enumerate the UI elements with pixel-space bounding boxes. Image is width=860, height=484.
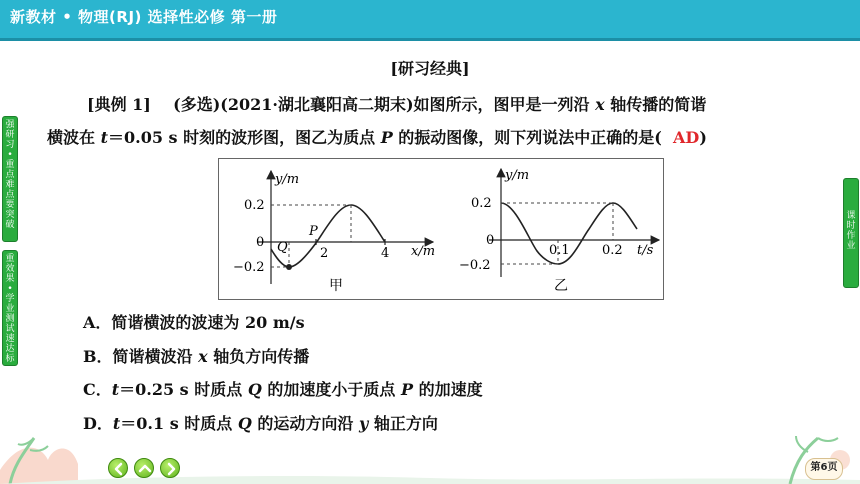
- figure-b-ylabel: y/m: [505, 168, 530, 183]
- point-q-dot: [286, 264, 292, 270]
- question-text-2b: ＝0.05 s 时刻的波形图，图乙为质点: [107, 128, 376, 147]
- figure-b-ybottom: −0.2: [459, 258, 491, 273]
- question-text-2-end: ): [699, 128, 707, 147]
- figure-a: [233, 171, 435, 294]
- question-line-2: [47, 125, 707, 148]
- point-p-label: P: [309, 224, 318, 239]
- option-d: [83, 411, 438, 434]
- chevron-right-icon: [161, 459, 181, 479]
- figure-a-xtick-2: 2: [320, 246, 329, 261]
- option-b-letter: B．: [83, 347, 113, 366]
- option-d-text-post: 轴正方向: [373, 414, 438, 433]
- question-source: (多选)(2021·湖北襄阳高二期末): [173, 95, 414, 114]
- option-a: [83, 310, 305, 333]
- option-d-letter: D．: [83, 414, 113, 433]
- figure-b: [459, 168, 659, 294]
- figure-a-xtick-4: 4: [381, 246, 390, 261]
- figure-b-ttick-2: 0.2: [602, 243, 623, 258]
- figure-a-ylabel: y/m: [275, 172, 300, 187]
- question-label: [典例 1]: [87, 95, 151, 114]
- figure-a-xlabel: x/m: [411, 244, 436, 259]
- option-a-letter: A．: [83, 313, 112, 332]
- option-c-text-mid: 的加速度小于质点: [267, 380, 396, 399]
- option-d-var-y: y: [358, 414, 369, 433]
- figure-panel: [218, 158, 664, 300]
- next-page-button[interactable]: [160, 458, 180, 478]
- option-c-text-post: 的加速度: [418, 380, 483, 399]
- header-divider: [0, 38, 860, 41]
- chevron-left-icon: [109, 459, 129, 479]
- prev-page-button[interactable]: [108, 458, 128, 478]
- point-q-label: Q: [277, 240, 288, 255]
- figure-b-origin: 0: [486, 233, 495, 248]
- question-line-1: [87, 92, 706, 115]
- answer-text: AD: [673, 128, 700, 147]
- figure-a-caption: 甲: [329, 278, 343, 294]
- tab-assessment[interactable]: 重效果•学业测试速达标: [2, 250, 18, 366]
- chevron-up-icon: [135, 459, 155, 479]
- question-var-p: P: [380, 128, 393, 147]
- option-c-var-q: Q: [247, 380, 262, 399]
- figure-b-ytop: 0.2: [471, 196, 492, 211]
- option-b-text-pre: 简谐横波沿: [112, 347, 193, 366]
- bottom-decoration: [0, 430, 860, 484]
- option-b-var-x: x: [198, 347, 208, 366]
- figure-b-caption: 乙: [554, 278, 568, 294]
- option-d-text-mid: 的运动方向沿: [257, 414, 354, 433]
- option-b: [83, 344, 309, 367]
- tab-homework[interactable]: 课时作业: [843, 178, 859, 288]
- option-c-var-p: P: [400, 380, 413, 399]
- wave-figures: [219, 159, 663, 299]
- option-d-var-t: t: [112, 414, 121, 433]
- question-var-t: t: [100, 128, 108, 147]
- option-c-text-pre: ＝0.25 s 时质点: [119, 380, 243, 399]
- question-text-1-end: 轴传播的简谐: [610, 95, 707, 114]
- question-text-1: 如图所示，图甲是一列沿: [413, 95, 590, 114]
- option-d-text-pre: ＝0.1 s 时质点: [120, 414, 233, 433]
- option-a-text: 简谐横波的波速为 20 m/s: [111, 313, 305, 332]
- figure-b-ttick-1: 0.1: [549, 243, 570, 258]
- figure-a-ytop: 0.2: [244, 198, 265, 213]
- home-button[interactable]: [134, 458, 154, 478]
- figure-b-xlabel: t/s: [637, 243, 654, 258]
- tab-key-points[interactable]: 强研习•重点难点要突破: [2, 116, 18, 242]
- figure-a-origin: 0: [256, 235, 265, 250]
- option-c-letter: C．: [83, 380, 112, 399]
- option-c: [83, 377, 483, 400]
- page-number-badge: 第6页: [805, 458, 843, 480]
- option-d-var-q: Q: [237, 414, 252, 433]
- header-bar: [0, 0, 860, 38]
- option-b-text-post: 轴负方向传播: [213, 347, 310, 366]
- section-title: [研习经典]: [390, 59, 470, 78]
- course-title: 新教材 • 物理(RJ) 选择性必修 第一册: [10, 8, 278, 26]
- figure-a-ybottom: −0.2: [233, 260, 265, 275]
- question-text-2a: 横波在: [47, 128, 96, 147]
- option-c-var-t: t: [111, 380, 120, 399]
- question-text-2c: 的振动图像，则下列说法中正确的是(: [398, 128, 662, 147]
- question-var-x: x: [595, 95, 605, 114]
